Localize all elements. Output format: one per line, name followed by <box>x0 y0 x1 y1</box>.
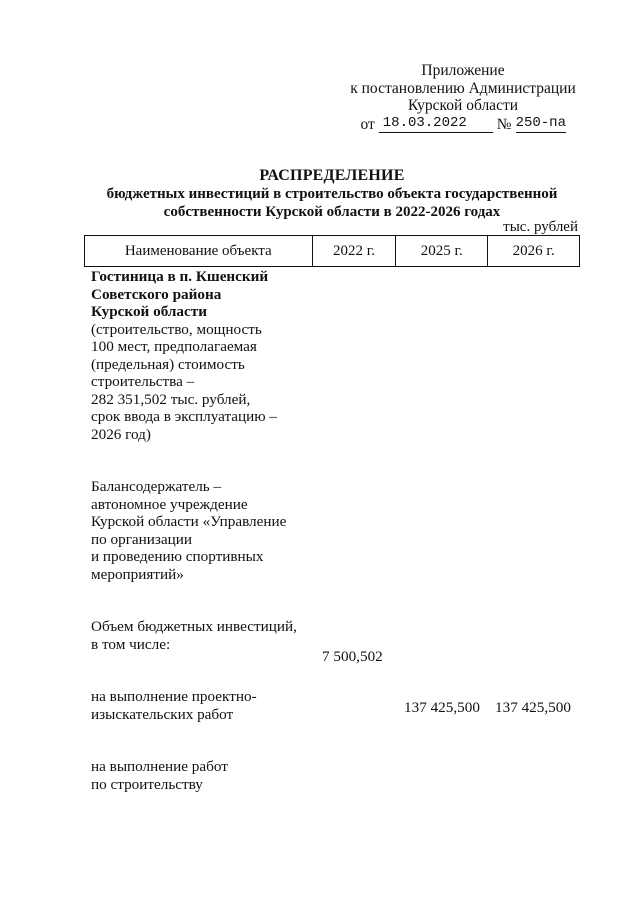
object-description-line: строительства – <box>91 373 195 390</box>
construction-works-line: на выполнение работ <box>91 758 228 775</box>
holder-line: Балансодержатель – <box>91 478 222 495</box>
decree-number: 250-па <box>516 116 566 134</box>
holder-line: по организации <box>91 530 193 548</box>
document-subtitle-line-2: собственности Курской области в 2022-2026 годах <box>163 204 501 220</box>
header-2022: 2022 г. <box>312 236 396 267</box>
object-description-line: (строительство, мощность <box>91 320 262 338</box>
appendix-line-1: Приложение <box>421 62 505 79</box>
construction-2025-value: 137 425,500 <box>404 699 480 716</box>
investment-line: Объем бюджетных инвестиций, <box>91 618 297 635</box>
object-description-line: срок ввода в эксплуатацию – <box>91 408 277 425</box>
construction-2026-value: 137 425,500 <box>495 699 571 716</box>
decree-reference <box>348 116 578 134</box>
object-name-line: Гостиница в п. Кшенский <box>91 268 269 285</box>
header-2026: 2026 г. <box>488 236 580 267</box>
appendix-block <box>348 62 578 133</box>
table-header <box>84 235 580 267</box>
document-title: РАСПРЕДЕЛЕНИЕ <box>259 167 405 184</box>
document-subtitle-line-1: бюджетных инвестиций в строительство объекта государственной <box>106 186 558 202</box>
design-works-line: изыскательских работ <box>91 705 234 723</box>
design-2022-value: 7 500,502 <box>322 648 383 665</box>
appendix-line-2: к постановлению Администрации <box>350 79 576 97</box>
document-heading <box>84 167 580 221</box>
construction-works-line: по строительству <box>91 775 203 793</box>
object-description-line: 282 351,502 тыс. рублей, <box>91 390 251 408</box>
decree-date: 18.03.2022 <box>379 116 493 134</box>
object-description-line: 2026 год) <box>91 425 151 443</box>
holder-line: автономное учреждение <box>91 495 248 513</box>
header-2025: 2025 г. <box>396 236 488 267</box>
object-name-line: Советского района <box>91 285 222 303</box>
object-description-column <box>91 268 311 793</box>
design-works-line: на выполнение проектно- <box>91 688 257 705</box>
appendix-line-3: Курской области <box>407 97 519 114</box>
units-label: тыс. рублей <box>503 219 578 235</box>
holder-line: мероприятий» <box>91 565 184 583</box>
object-description-line: 100 мест, предполагаемая <box>91 338 257 355</box>
date-prefix: от <box>360 115 375 133</box>
holder-line: Курской области «Управление <box>91 513 287 530</box>
object-description-line: (предельная) стоимость <box>91 355 245 373</box>
object-name-line: Курской области <box>91 303 207 320</box>
number-prefix: № <box>496 115 512 133</box>
holder-line: и проведению спортивных <box>91 548 264 565</box>
investment-line: в том числе: <box>91 635 171 653</box>
header-object-name: Наименование объекта <box>85 236 313 267</box>
